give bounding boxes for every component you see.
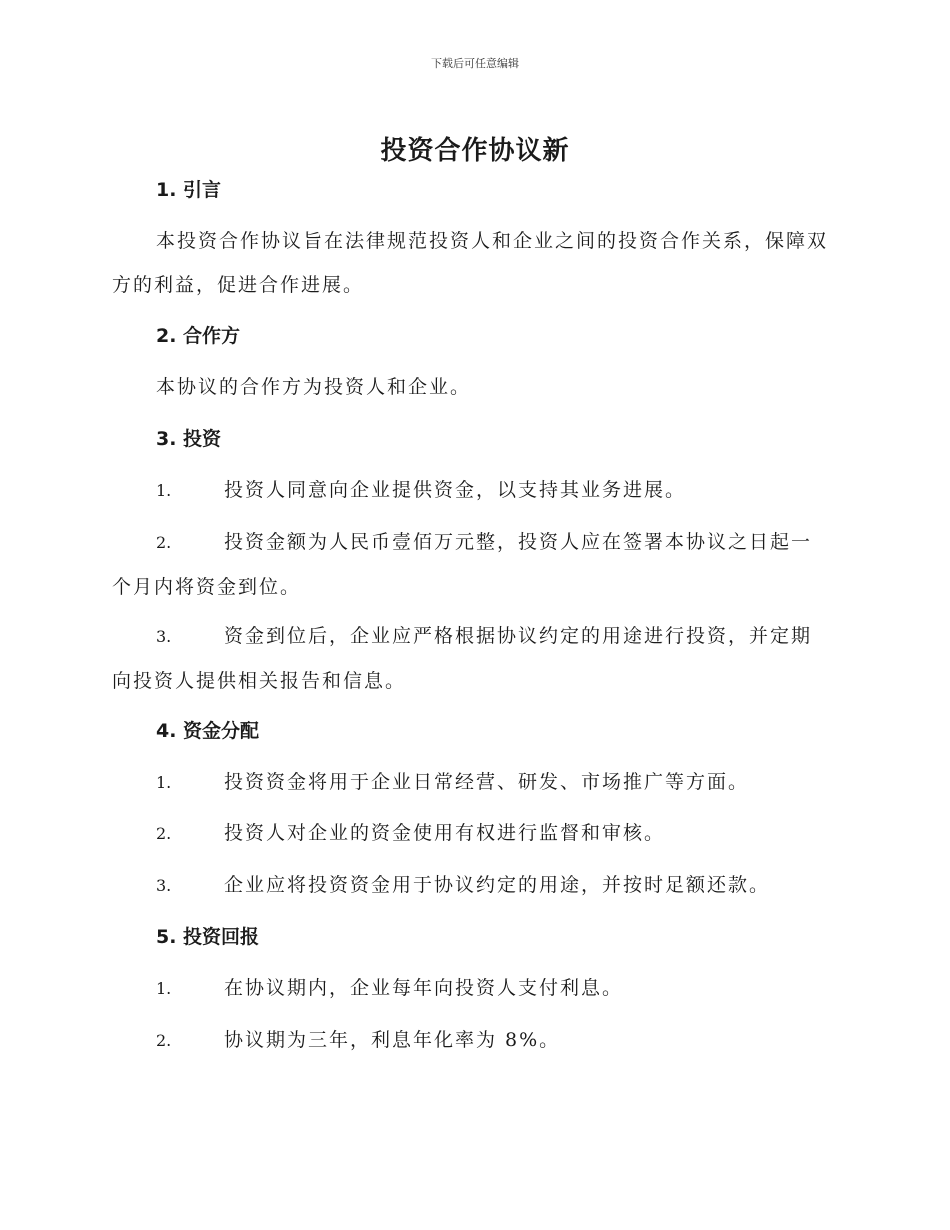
list-item-text: 投资人同意向企业提供资金，以支持其业务进展。 — [224, 479, 687, 501]
list-item-number: 1. — [156, 773, 172, 792]
list-item-text: 投资资金将用于企业日常经营、研发、市场推广等方面。 — [224, 771, 750, 793]
list-item-text: 企业应将投资资金用于协议约定的用途，并按时足额还款。 — [224, 874, 771, 896]
list-item — [112, 966, 832, 1011]
list-item-text: 协议期为三年，利息年化率为 8%。 — [224, 1029, 561, 1051]
list-item-text: 在协议期内，企业每年向投资人支付利息。 — [224, 977, 624, 999]
section-heading-return: 5. 投资回报 — [156, 926, 260, 948]
section-heading-investment: 3. 投资 — [156, 428, 222, 450]
list-item-number: 3. — [156, 876, 172, 895]
list-item — [112, 614, 832, 703]
list-item — [112, 468, 832, 513]
section-heading-parties: 2. 合作方 — [156, 325, 241, 347]
document-title: 投资合作协议新 — [380, 136, 570, 166]
list-item-number: 1. — [156, 481, 172, 500]
list-item — [112, 760, 832, 805]
section-heading-fund-allocation: 4. 资金分配 — [156, 720, 260, 742]
section-paragraph-parties: 本协议的合作方为投资人和企业。 — [156, 376, 472, 398]
list-item — [112, 1018, 832, 1063]
list-item-number: 2. — [156, 533, 172, 552]
list-item — [112, 520, 832, 609]
list-item-text: 投资金额为人民币壹佰万元整，投资人应在签署本协议之日起一个月内将资金到位。 — [112, 531, 813, 598]
list-item-text: 资金到位后，企业应严格根据协议约定的用途进行投资，并定期向投资人提供相关报告和信息。 — [112, 625, 813, 692]
section-paragraph-intro: 本投资合作协议旨在法律规范投资人和企业之间的投资合作关系，保障双方的利益，促进合作进展。 — [112, 230, 829, 296]
list-item-number: 1. — [156, 979, 172, 998]
list-item-number: 3. — [156, 627, 172, 646]
list-item-number: 2. — [156, 824, 172, 843]
list-item-number: 2. — [156, 1031, 172, 1050]
list-item-text: 投资人对企业的资金使用有权进行监督和审核。 — [224, 822, 666, 844]
list-item — [112, 811, 832, 856]
header-note: 下载后可任意编辑 — [431, 57, 519, 70]
list-item — [112, 863, 832, 908]
section-heading-intro: 1. 引言 — [156, 179, 222, 201]
